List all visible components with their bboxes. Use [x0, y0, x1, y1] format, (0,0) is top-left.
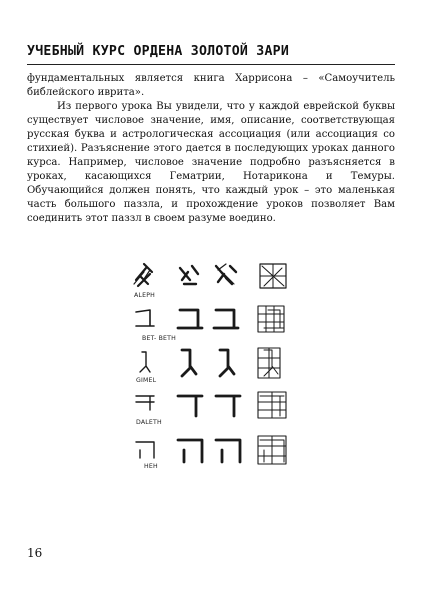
- hebrew-letters-figure: [132, 262, 298, 472]
- gimel-row: [136, 348, 280, 384]
- paragraph-1: фундаментальных является книга Харрисона – «Самоучитель библейского иврита».: [27, 73, 395, 98]
- figure-label-aleph: ALEPH: [134, 292, 155, 299]
- bet-row: [136, 306, 284, 342]
- he-row: [136, 436, 286, 470]
- dalet-row: [136, 392, 286, 426]
- figure-label-dalet: DALETH: [136, 419, 162, 426]
- figure-label-bet: BET- BETH: [142, 335, 176, 342]
- figure-label-gimel: GIMEL: [136, 377, 157, 384]
- figure-label-he: HEH: [144, 463, 158, 470]
- running-header: УЧЕБНЫЙ КУРС ОРДЕНА ЗОЛОТОЙ ЗАРИ: [27, 44, 290, 59]
- paragraph-2: Из первого урока Вы увидели, что у каждой еврейской буквы существует числовое значение, имя, описание, соответствующая русская буква и астрологическая ассоциация (или ассоциация со стихией). Разъяснение этого дается в последующих уроках данного курса. Например, числовое значение подробно разъясняется в уроках, касающихся Гематрии, Нотарикона и Темуры. Обучающийся должен понять, что каждый урок – это маленькая часть большого паззла, и прохождение уроков позволяет Вам соединить этот паззл в своем разуме воедино.: [27, 101, 395, 224]
- body-text: [27, 72, 395, 226]
- header-rule: [27, 64, 395, 65]
- letter-drawing-svg: [132, 262, 298, 472]
- aleph-row: [134, 264, 286, 299]
- page-number: 16: [27, 546, 43, 560]
